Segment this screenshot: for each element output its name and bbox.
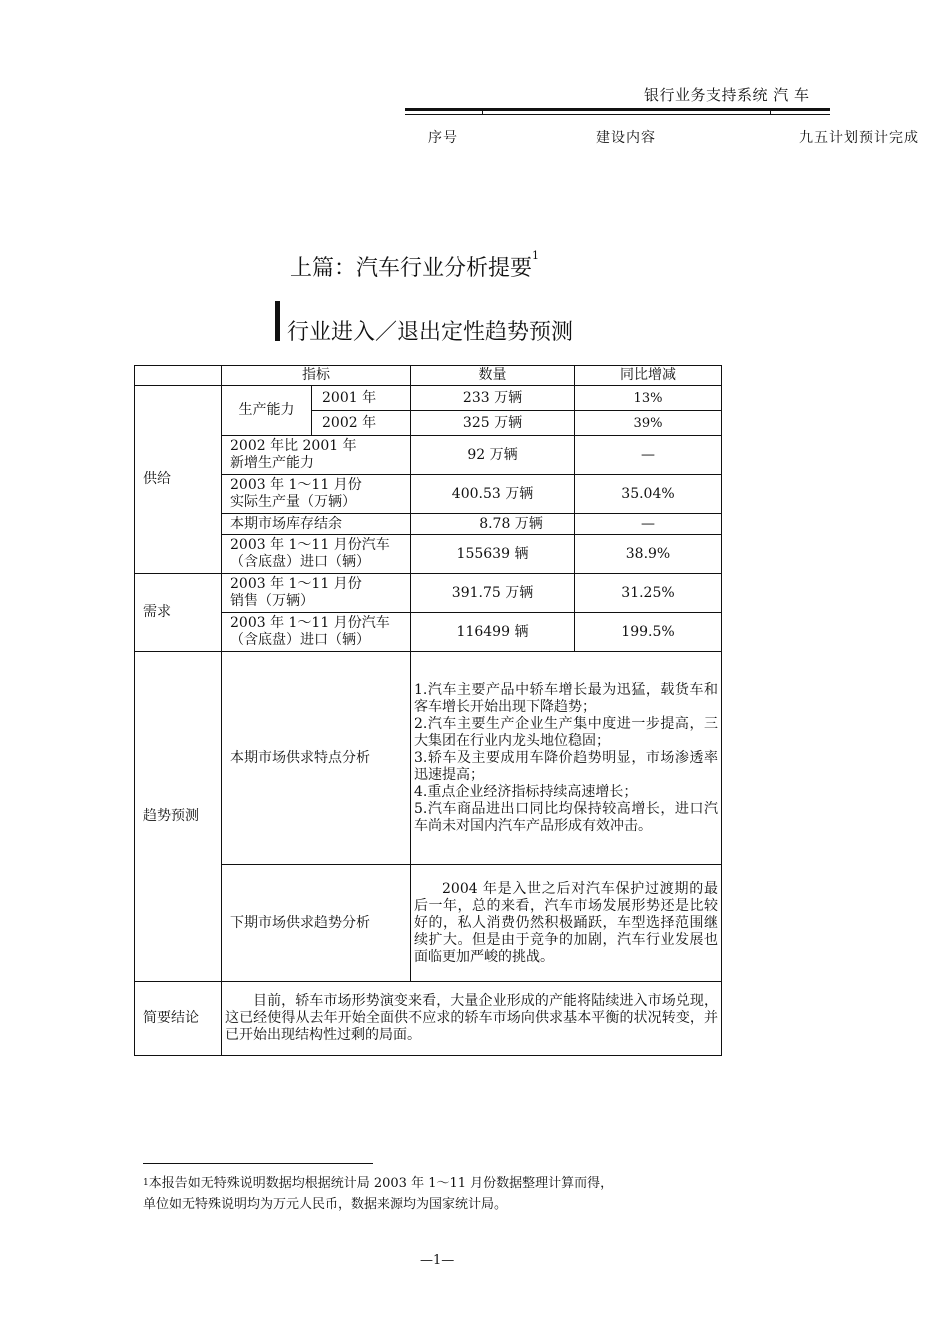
table-row bbox=[135, 514, 722, 535]
year-cell: 2001 年 bbox=[312, 386, 411, 411]
indicator-cell bbox=[222, 535, 411, 574]
change-cell: 199.5% bbox=[575, 613, 722, 652]
indicator-line: （含底盘）进口（辆） bbox=[230, 632, 370, 648]
next-analysis-text: 2004 年是入世之后对汽车保护过渡期的最后一年，总的来看，汽车市场发展形势还是比较好的，私人消费仍然积极踊跃，车型选择范围继续扩大。但是由于竞争的加剧，汽车行业发展也面临更加严峻的挑战。 bbox=[411, 865, 722, 982]
table-row bbox=[135, 386, 722, 411]
list-item: 3.轿车及主要成用车降价趋势明显，市场渗透率迅速提高； bbox=[414, 749, 718, 783]
table-header-row bbox=[135, 366, 722, 386]
table-row bbox=[135, 475, 722, 514]
list-item: 1.汽车主要产品中轿车增长最为迅猛，载货车和客车增长开始出现下降趋势； bbox=[414, 681, 718, 715]
footnote-text: 本报告如无特殊说明数据均根据统计局 2003 年 1～11 月份数据整理计算而得， bbox=[148, 1176, 614, 1191]
change-cell: 35.04% bbox=[575, 475, 722, 514]
qty-cell: 92 万辆 bbox=[411, 436, 575, 475]
indicator-line: （含底盘）进口（辆） bbox=[230, 554, 370, 570]
qty-cell: 400.53 万辆 bbox=[411, 475, 575, 514]
header-quantity: 数量 bbox=[411, 366, 575, 386]
change-cell: — bbox=[575, 436, 722, 475]
header-rule-thin bbox=[405, 114, 830, 115]
footnote-rule bbox=[143, 1163, 373, 1164]
indicator-line: 2003 年 1～11 月份汽车 bbox=[230, 537, 390, 553]
header-rule-tick bbox=[770, 111, 771, 115]
doc-title bbox=[290, 251, 539, 282]
list-item: 2.汽车主要生产企业生产集中度进一步提高，三大集团在行业内龙头地位稳固； bbox=[414, 715, 718, 749]
indicator-cell: 本期市场库存结余 bbox=[222, 514, 411, 535]
analysis-table bbox=[134, 365, 722, 1056]
indicator-line: 新增生产能力 bbox=[230, 455, 314, 471]
indicator-line: 实际生产量（万辆） bbox=[230, 494, 356, 510]
footnote-line: 单位如无特殊说明均为万元人民币，数据来源均为国家统计局。 bbox=[143, 1197, 508, 1212]
header-indicator: 指标 bbox=[222, 366, 411, 386]
change-cell: 13% bbox=[575, 386, 722, 411]
capacity-label: 生产能力 bbox=[222, 386, 312, 436]
qty-cell: 116499 辆 bbox=[411, 613, 575, 652]
table-row bbox=[135, 574, 722, 613]
change-cell: 39% bbox=[575, 411, 722, 436]
header-col-content: 建设内容 bbox=[596, 130, 656, 146]
indicator-line: 2003 年 1～11 月份 bbox=[230, 576, 362, 592]
footnote bbox=[143, 1173, 743, 1215]
footnote-ref[interactable]: 1 bbox=[532, 249, 540, 262]
conclusion-text: 目前，轿车市场形势演变来看，大量企业形成的产能将陆续进入市场兑现，这已经使得从去年开始全面供不应求的轿车市场向供求基本平衡的状况转变，并已开始出现结构性过剩的局面。 bbox=[222, 982, 722, 1056]
header-rule-tick bbox=[482, 111, 483, 115]
table-row bbox=[135, 613, 722, 652]
change-cell: 31.25% bbox=[575, 574, 722, 613]
supply-label: 供给 bbox=[135, 386, 222, 574]
indicator-cell bbox=[222, 574, 411, 613]
doc-title-text: 上篇：汽车行业分析提要 bbox=[290, 256, 533, 281]
change-cell: 38.9% bbox=[575, 535, 722, 574]
demand-label: 需求 bbox=[135, 574, 222, 652]
header-col-index: 序号 bbox=[428, 130, 458, 146]
indicator-line: 2002 年比 2001 年 bbox=[230, 438, 357, 454]
table-row bbox=[135, 982, 722, 1056]
footnote-line bbox=[143, 1173, 743, 1194]
footnote-marker: 1 bbox=[143, 1178, 149, 1188]
qty-cell: 8.78 万辆 bbox=[411, 514, 575, 535]
section-marker-bar bbox=[275, 301, 280, 341]
header-change: 同比增减 bbox=[575, 366, 722, 386]
header-blank-cell bbox=[135, 366, 222, 386]
indicator-line: 销售（万辆） bbox=[230, 593, 314, 609]
qty-cell: 325 万辆 bbox=[411, 411, 575, 436]
header-rule-thick bbox=[405, 108, 830, 111]
header-col-plan: 九五计划预计完成 bbox=[799, 130, 919, 146]
year-cell: 2002 年 bbox=[312, 411, 411, 436]
indicator-cell bbox=[222, 475, 411, 514]
table-row bbox=[135, 436, 722, 475]
table-row bbox=[135, 652, 722, 865]
qty-cell: 155639 辆 bbox=[411, 535, 575, 574]
list-item: 5.汽车商品进出口同比均保持较高增长，进口汽车尚未对国内汽车产品形成有效冲击。 bbox=[414, 800, 718, 834]
page-number: —1— bbox=[420, 1253, 455, 1268]
qty-cell: 233 万辆 bbox=[411, 386, 575, 411]
table-row bbox=[135, 535, 722, 574]
current-analysis-text bbox=[411, 652, 722, 865]
indicator-cell bbox=[222, 613, 411, 652]
section-title: 行业进入／退出定性趋势预测 bbox=[287, 320, 574, 345]
qty-cell: 391.75 万辆 bbox=[411, 574, 575, 613]
next-analysis-label: 下期市场供求趋势分析 bbox=[222, 865, 411, 982]
table-row bbox=[135, 865, 722, 982]
running-header-title: 银行业务支持系统 汽 车 bbox=[644, 86, 810, 104]
indicator-cell bbox=[222, 436, 411, 475]
indicator-line: 2003 年 1～11 月份汽车 bbox=[230, 615, 390, 631]
change-cell: — bbox=[575, 514, 722, 535]
trend-label: 趋势预测 bbox=[135, 652, 222, 982]
indicator-line: 2003 年 1～11 月份 bbox=[230, 477, 362, 493]
current-analysis-label: 本期市场供求特点分析 bbox=[222, 652, 411, 865]
conclusion-label: 简要结论 bbox=[135, 982, 222, 1056]
list-item: 4.重点企业经济指标持续高速增长； bbox=[414, 783, 638, 800]
